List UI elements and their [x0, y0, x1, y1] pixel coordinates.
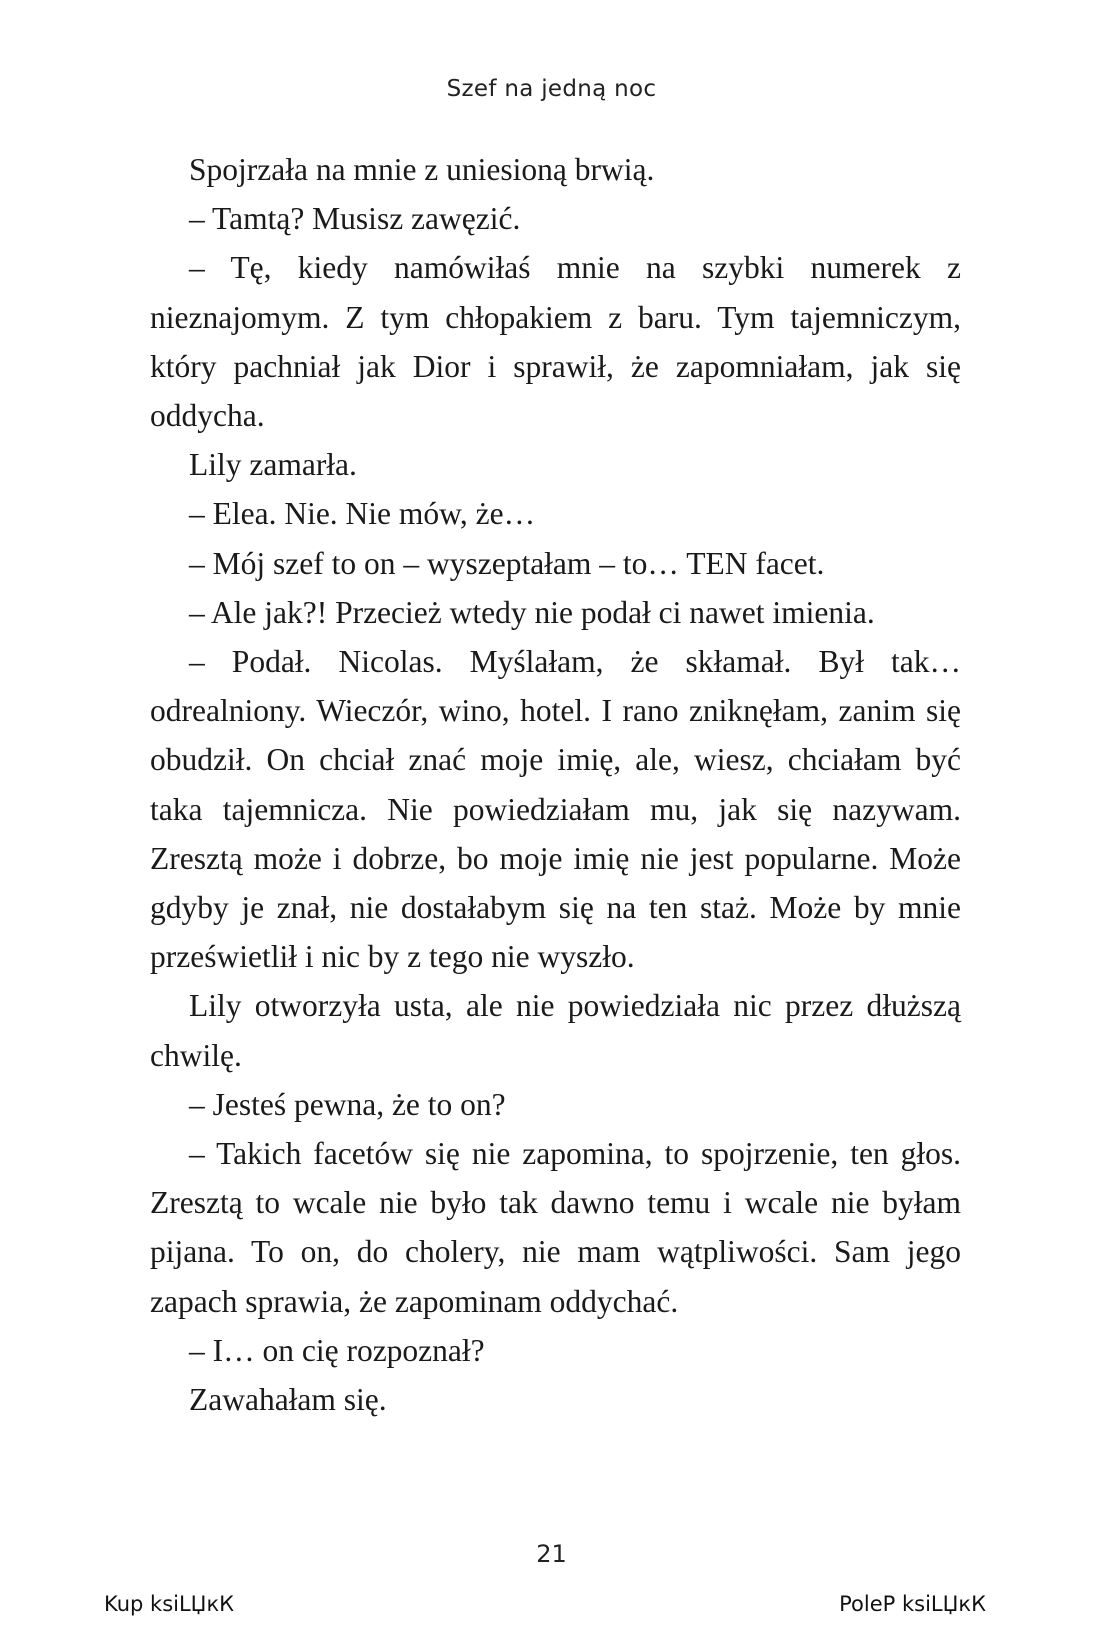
buy-book-link[interactable]: Kup ksiLЏкК [104, 1592, 235, 1616]
paragraph: – Jesteś pewna, że to on? [189, 1086, 506, 1122]
paragraph: Lily otworzyła usta, ale nie powiedziała nic przez dłuższą chwilę. [150, 988, 961, 1073]
body-text [150, 145, 961, 1424]
paragraph: – Ale jak?! Przecież wtedy nie podał ci nawet imienia. [189, 594, 875, 630]
paragraph: – Tę, kiedy namówiłaś mnie na szybki numerek z nieznajomym. Z tym chłopakiem z baru. Tym tajemniczym, który pachniał jak Dior i sprawił, że zapomniałam, jak się oddycha. [150, 250, 961, 434]
paragraph: – Elea. Nie. Nie mów, że… [189, 496, 536, 532]
paragraph: Spojrzała na mnie z uniesioną brwią. [189, 152, 655, 187]
page-number: 21 [536, 1540, 567, 1568]
paragraph: – Takich facetów się nie zapomina, to spojrzenie, ten głos. Zresztą to wcale nie było tak dawno temu i wcale nie byłam pijana. To on, do cholery, nie mam wątpliwości. Sam jego zapach sprawia, że zapominam oddychać. [150, 1136, 961, 1319]
paragraph: – Podał. Nicolas. Myślałam, że skłamał. Był tak… odrealniony. Wieczór, wino, hotel. I rano zniknęłam, zanim się obudził. On chciał znać moje imię, ale, wiesz, chciałam być taka tajemnicza. Nie powiedziałam mu, jak się nazywam. Zresztą może i dobrze, bo moje imię nie jest popularne. Może gdyby je znał, nie dostałabym się na ten staż. Może by mnie prześwietlił i nic by z tego nie wyszło. [150, 644, 961, 975]
paragraph: Zawahałam się. [189, 1382, 387, 1418]
paragraph: – Tamtą? Musisz zawęzić. [189, 201, 521, 237]
paragraph: Lily zamarła. [189, 447, 357, 483]
recommend-book-link[interactable]: PoleP ksiLЏкК [839, 1592, 986, 1616]
paragraph: – Mój szef to on – wyszeptałam – to… TEN facet. [189, 545, 825, 581]
paragraph: – I… on cię rozpoznał? [189, 1332, 485, 1368]
running-title: Szef na jedną noc [446, 76, 657, 102]
